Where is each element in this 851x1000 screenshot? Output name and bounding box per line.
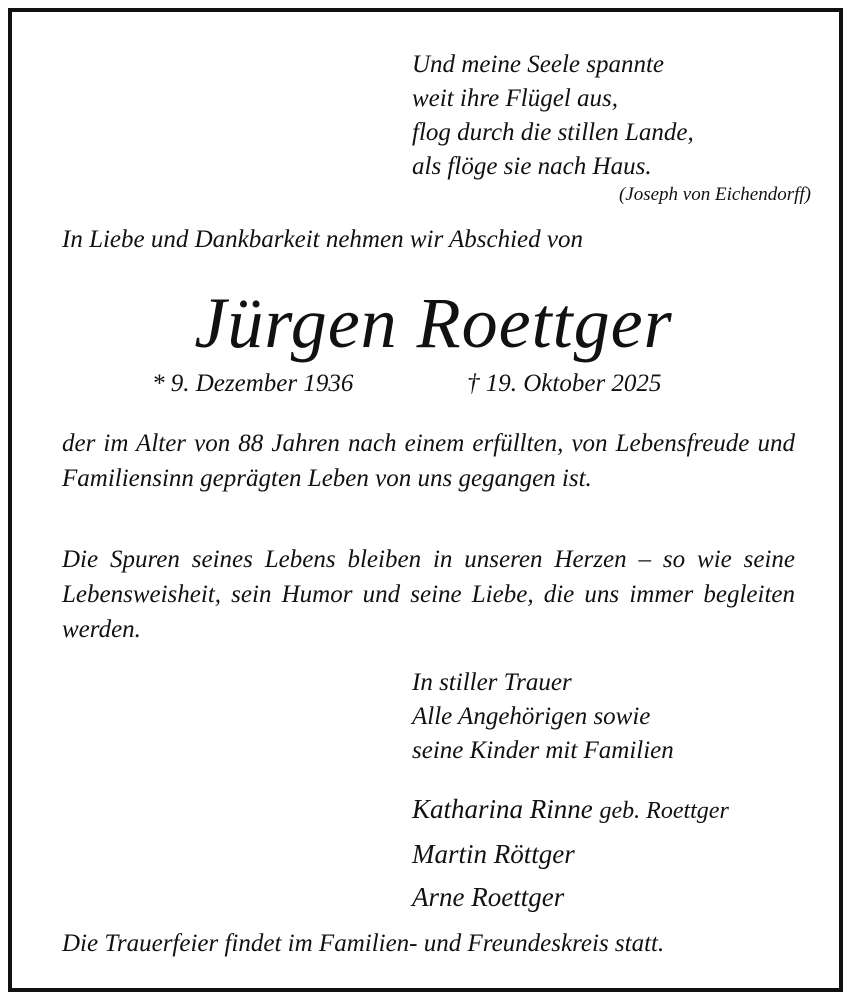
- signature-line: Alle Angehörigen sowie: [412, 703, 651, 730]
- poem-author: (Joseph von Eichendorff): [618, 184, 811, 205]
- birth-date: * 9. Dezember 1936: [152, 370, 354, 397]
- mourner-names: [412, 788, 729, 919]
- deceased-name: Jürgen Roettger: [194, 283, 673, 363]
- obituary-paragraph: der im Alter von 88 Jahren nach einem erfüllten, von Lebensfreude und Familiensinn geprägten Leben von uns gegangen ist.: [62, 430, 795, 492]
- mourner-name: [412, 788, 729, 833]
- mourner-name: Arne Roettger: [412, 882, 565, 912]
- mourning-signature: [412, 666, 674, 768]
- signature-line: seine Kinder mit Familien: [412, 737, 674, 764]
- poem-line: Und meine Seele spannte: [412, 51, 665, 78]
- death-date: † 19. Oktober 2025: [467, 370, 662, 397]
- mourner-name: Martin Röttger: [412, 839, 575, 869]
- poem-line: flog durch die stillen Lande,: [412, 119, 694, 146]
- poem-line: weit ihre Flügel aus,: [412, 85, 618, 112]
- funeral-note: Die Trauerfeier findet im Familien- und Freundeskreis statt.: [62, 930, 665, 957]
- mourner-maiden-name: geb. Roettger: [599, 798, 729, 824]
- poem: [412, 48, 694, 184]
- intro-text: In Liebe und Dankbarkeit nehmen wir Abschied von: [62, 226, 583, 253]
- signature-line: In stiller Trauer: [412, 669, 572, 696]
- mourner-name-text: Katharina Rinne: [412, 794, 593, 824]
- obituary-paragraph: Die Spuren seines Lebens bleiben in unseren Herzen – so wie seine Lebensweisheit, sein Humor und seine Liebe, die uns immer begleiten werden.: [62, 546, 795, 643]
- obituary-notice: [8, 8, 843, 992]
- poem-line: als flöge sie nach Haus.: [412, 153, 652, 180]
